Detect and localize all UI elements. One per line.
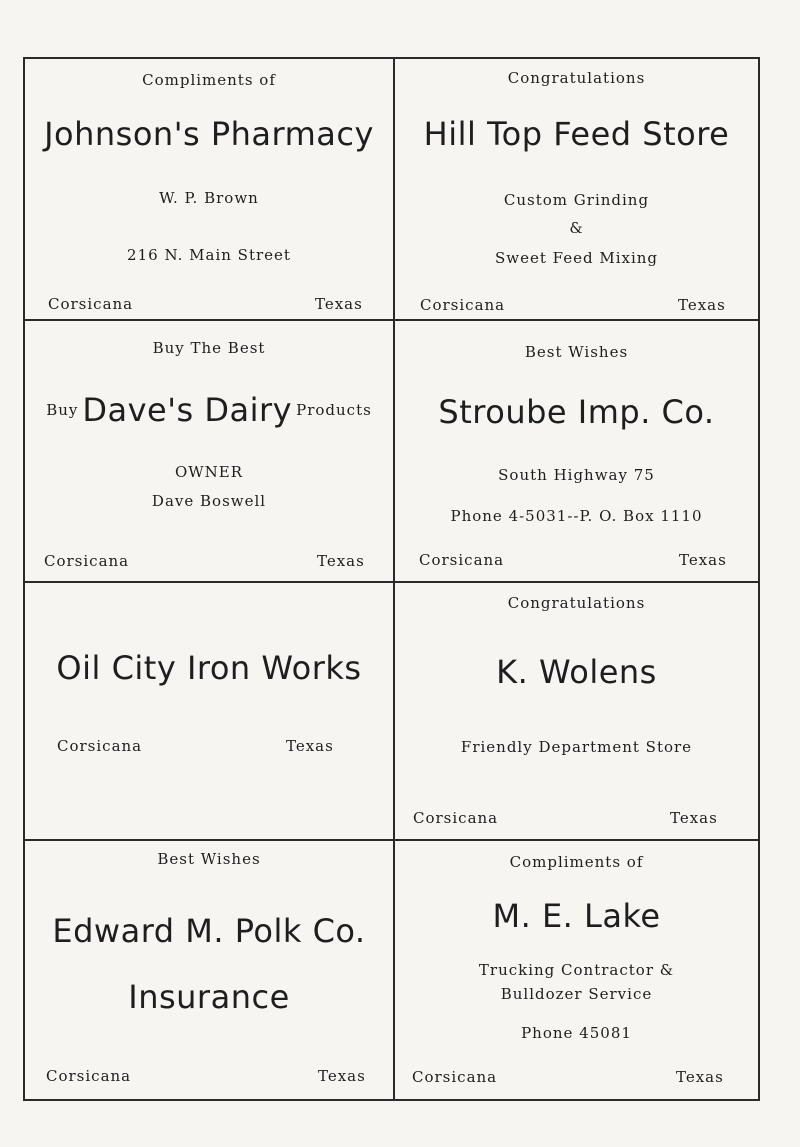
ad-line: &	[569, 219, 584, 237]
ad-line: Friendly Department Store	[460, 738, 693, 756]
city-label: Corsicana	[48, 295, 134, 313]
state-label: Texas	[286, 737, 334, 755]
city-label: Corsicana	[419, 551, 505, 569]
name-prefix: Buy	[46, 401, 79, 419]
state-label: Texas	[318, 1067, 366, 1085]
ad-k-wolens	[395, 583, 758, 841]
ad-hill-top-feed-store	[395, 59, 758, 321]
ad-line: Sweet Feed Mixing	[494, 249, 659, 267]
name-suffix: Products	[296, 401, 372, 419]
ad-line: Trucking Contractor &	[478, 961, 675, 979]
business-name: Hill Top Feed Store	[423, 115, 730, 153]
state-label: Texas	[317, 552, 365, 570]
ad-heading: Compliments of	[509, 853, 644, 871]
state-label: Texas	[315, 295, 363, 313]
business-name: Dave's Dairy	[82, 391, 293, 429]
business-name: M. E. Lake	[492, 897, 661, 935]
city-label: Corsicana	[44, 552, 130, 570]
ad-grid	[23, 57, 760, 1101]
city-label: Corsicana	[413, 809, 499, 827]
ad-line: Phone 4-5031--P. O. Box 1110	[450, 507, 703, 525]
ad-line: 216 N. Main Street	[127, 246, 291, 264]
state-label: Texas	[679, 551, 727, 569]
ad-line: Phone 45081	[521, 1024, 632, 1042]
ad-johnsons-pharmacy	[25, 59, 395, 321]
state-label: Texas	[676, 1068, 724, 1086]
business-name: Johnson's Pharmacy	[44, 115, 374, 153]
ad-heading: Congratulations	[507, 69, 646, 87]
ad-oil-city-iron-works	[25, 583, 395, 841]
ad-line: Custom Grinding	[503, 191, 650, 209]
business-subtitle: Insurance	[128, 978, 290, 1016]
ad-line: Bulldozer Service	[500, 985, 653, 1003]
ad-line: Dave Boswell	[151, 492, 267, 510]
business-name: K. Wolens	[496, 653, 657, 691]
state-label: Texas	[670, 809, 718, 827]
city-label: Corsicana	[57, 737, 143, 755]
city-label: Corsicana	[420, 296, 506, 314]
business-name: Oil City Iron Works	[56, 649, 362, 687]
business-name-row	[25, 391, 393, 429]
state-label: Texas	[678, 296, 726, 314]
ad-heading: Compliments of	[142, 71, 276, 89]
ad-heading: Best Wishes	[157, 850, 261, 868]
ad-heading: Buy The Best	[152, 339, 266, 357]
business-name: Edward M. Polk Co.	[52, 912, 366, 950]
business-name: Stroube Imp. Co.	[438, 393, 715, 431]
ad-line: OWNER	[174, 463, 244, 481]
city-label: Corsicana	[46, 1067, 132, 1085]
ad-daves-dairy	[25, 321, 395, 583]
ad-line: South Highway 75	[498, 466, 655, 484]
ad-heading: Best Wishes	[524, 343, 629, 361]
ad-m-e-lake	[395, 841, 758, 1099]
city-label: Corsicana	[412, 1068, 498, 1086]
ad-edward-m-polk-co	[25, 841, 395, 1099]
ad-heading: Congratulations	[507, 594, 646, 612]
ad-line: W. P. Brown	[159, 189, 259, 207]
ad-stroube-imp-co	[395, 321, 758, 583]
